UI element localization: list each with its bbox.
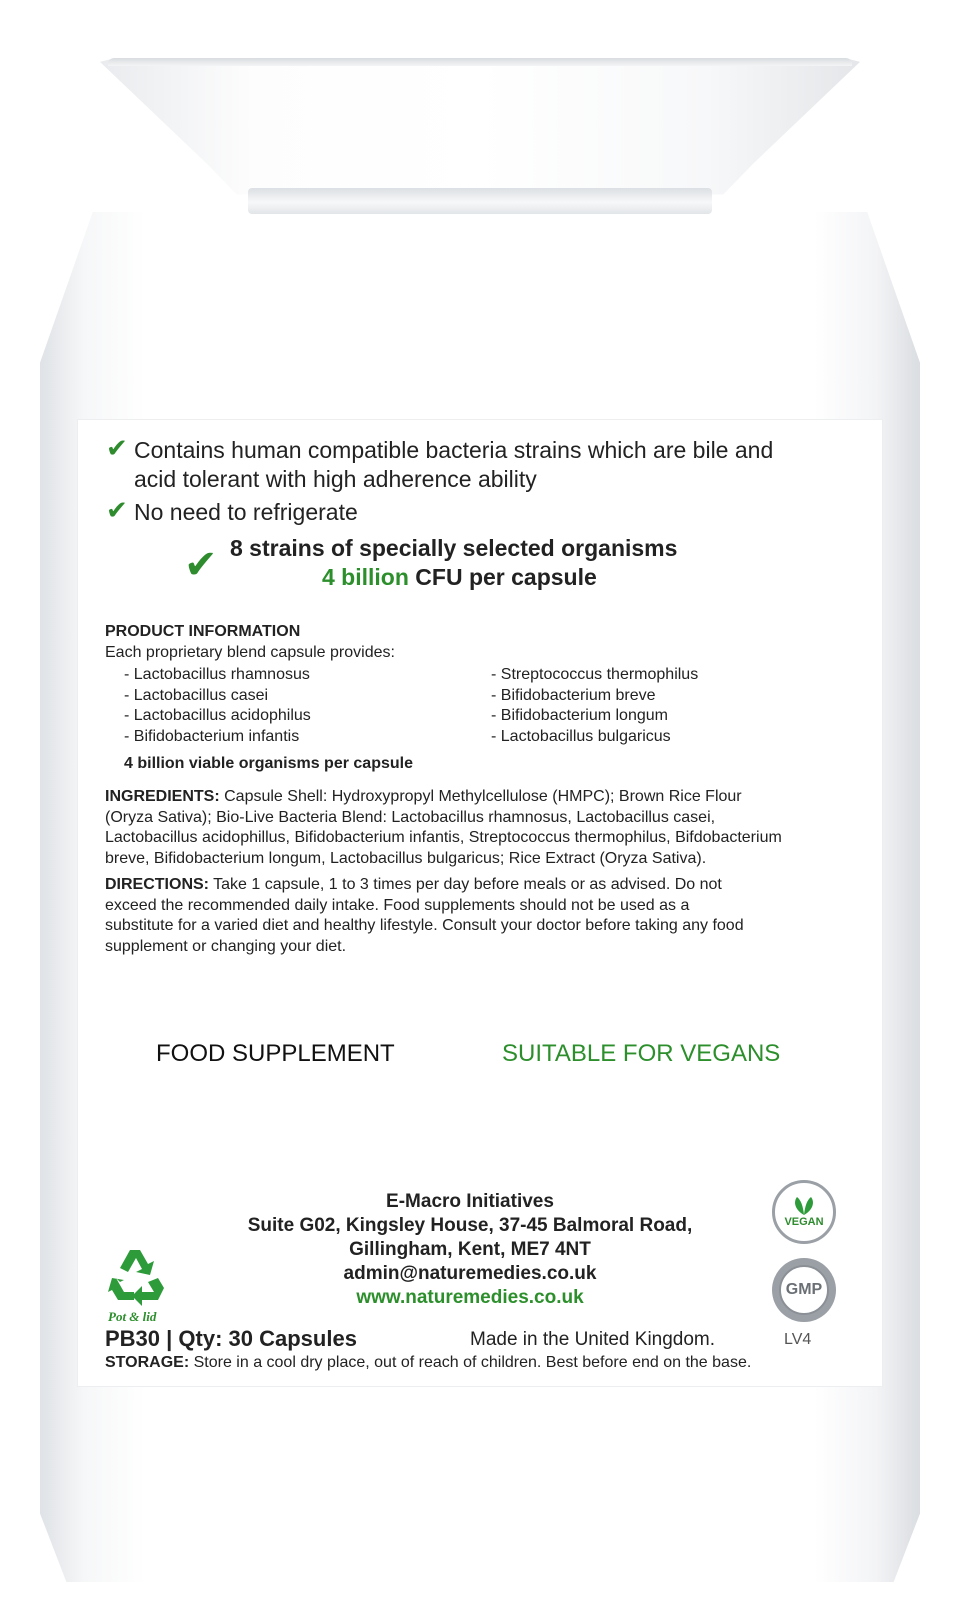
lid-top-edge xyxy=(108,58,852,66)
storage-label: STORAGE: xyxy=(105,1354,190,1371)
ingredients-line: (Oryza Sativa); Bio-Live Bacteria Blend: Lactobacillus rhamnosus, Lactobacillus casei, xyxy=(105,808,716,826)
ingredients-line: Lactobacillus acidophillus, Bifidobacterium infantis, Streptococcus thermophilus, Bifdobacterium xyxy=(105,829,782,846)
cfu-amount: 4 billion xyxy=(322,564,409,590)
viable-organisms-summary: 4 billion viable organisms per capsule xyxy=(124,755,413,772)
company-address-1: Suite G02, Kingsley House, 37-45 Balmoral Road, xyxy=(247,1215,693,1236)
cfu-unit: CFU per capsule xyxy=(408,564,597,590)
vegan-badge xyxy=(772,1180,836,1244)
feature-line-2: No need to refrigerate xyxy=(134,499,358,525)
company-website: www.naturemedies.co.uk xyxy=(356,1287,584,1308)
strains-headline: 8 strains of specially selected organisms xyxy=(230,535,678,561)
directions-label: DIRECTIONS: xyxy=(105,876,209,893)
checkmark-icon: ✔ xyxy=(184,542,218,588)
directions-block xyxy=(105,875,865,957)
cfu-headline xyxy=(322,564,597,591)
strain-item: - Bifidobacterium breve xyxy=(491,686,656,704)
storage-text: Store in a cool dry place, out of reach of children. Best before end on the base. xyxy=(189,1354,752,1371)
strain-item: - Lactobacillus bulgaricus xyxy=(491,727,671,745)
ingredients-label: INGREDIENTS: xyxy=(105,788,220,805)
checkmark-icon: ✔ xyxy=(106,496,128,526)
ingredients-line: Capsule Shell: Hydroxypropyl Methylcellulose (HMPC); Brown Rice Flour xyxy=(219,788,742,805)
vegan-badge-text: VEGAN xyxy=(784,1216,824,1228)
company-address-2: Gillingham, Kent, ME7 4NT xyxy=(349,1239,591,1260)
ingredients-block xyxy=(105,787,865,869)
version-code: LV4 xyxy=(784,1331,812,1348)
product-info-intro: Each proprietary blend capsule provides: xyxy=(105,644,395,661)
gmp-badge-text: GMP xyxy=(785,1281,823,1298)
strain-item: - Bifidobacterium infantis xyxy=(124,727,300,745)
food-supplement-text: FOOD SUPPLEMENT xyxy=(156,1040,395,1067)
strain-list-left xyxy=(124,665,311,747)
sku-quantity: PB30 | Qty: 30 Capsules xyxy=(105,1326,357,1351)
strain-item: - Lactobacillus casei xyxy=(124,686,269,704)
checkmark-icon: ✔ xyxy=(106,434,128,464)
made-in-text: Made in the United Kingdom. xyxy=(470,1329,716,1350)
directions-line: substitute for a varied diet and healthy lifestyle. Consult your doctor before taking any food xyxy=(105,917,744,934)
product-info-heading: PRODUCT INFORMATION xyxy=(105,623,301,640)
feature-line-1a: Contains human compatible bacteria strains which are bile and xyxy=(134,437,774,463)
leaf-icon xyxy=(791,1196,817,1216)
lid-rim xyxy=(248,188,712,214)
strain-list-right xyxy=(491,665,698,747)
directions-line: Take 1 capsule, 1 to 3 times per day before meals or as advised. Do not xyxy=(209,876,722,893)
storage-line xyxy=(105,1354,751,1372)
gmp-badge xyxy=(772,1258,836,1322)
company-email: admin@naturemedies.co.uk xyxy=(343,1263,597,1284)
recycle-caption: Pot & lid xyxy=(108,1309,157,1324)
directions-line: exceed the recommended daily intake. Food supplements should not be used as a xyxy=(105,896,690,914)
recycle-icon xyxy=(106,1244,170,1308)
directions-line: supplement or changing your diet. xyxy=(105,937,347,955)
strain-item: - Bifidobacterium longum xyxy=(491,707,668,724)
suitable-for-vegans-text: SUITABLE FOR VEGANS xyxy=(502,1040,781,1067)
ingredients-line: breve, Bifidobacterium longum, Lactobacillus bulgaricus; Rice Extract (Oryza Sativa). xyxy=(105,849,707,867)
feature-line-1b: acid tolerant with high adherence ability xyxy=(134,466,537,492)
strain-item: - Streptococcus thermophilus xyxy=(491,666,699,683)
strain-item: - Lactobacillus rhamnosus xyxy=(124,666,310,683)
product-label xyxy=(78,420,882,1386)
company-name: E-Macro Initiatives xyxy=(386,1191,554,1212)
company-block xyxy=(210,1190,730,1310)
strain-item: - Lactobacillus acidophilus xyxy=(124,707,311,724)
